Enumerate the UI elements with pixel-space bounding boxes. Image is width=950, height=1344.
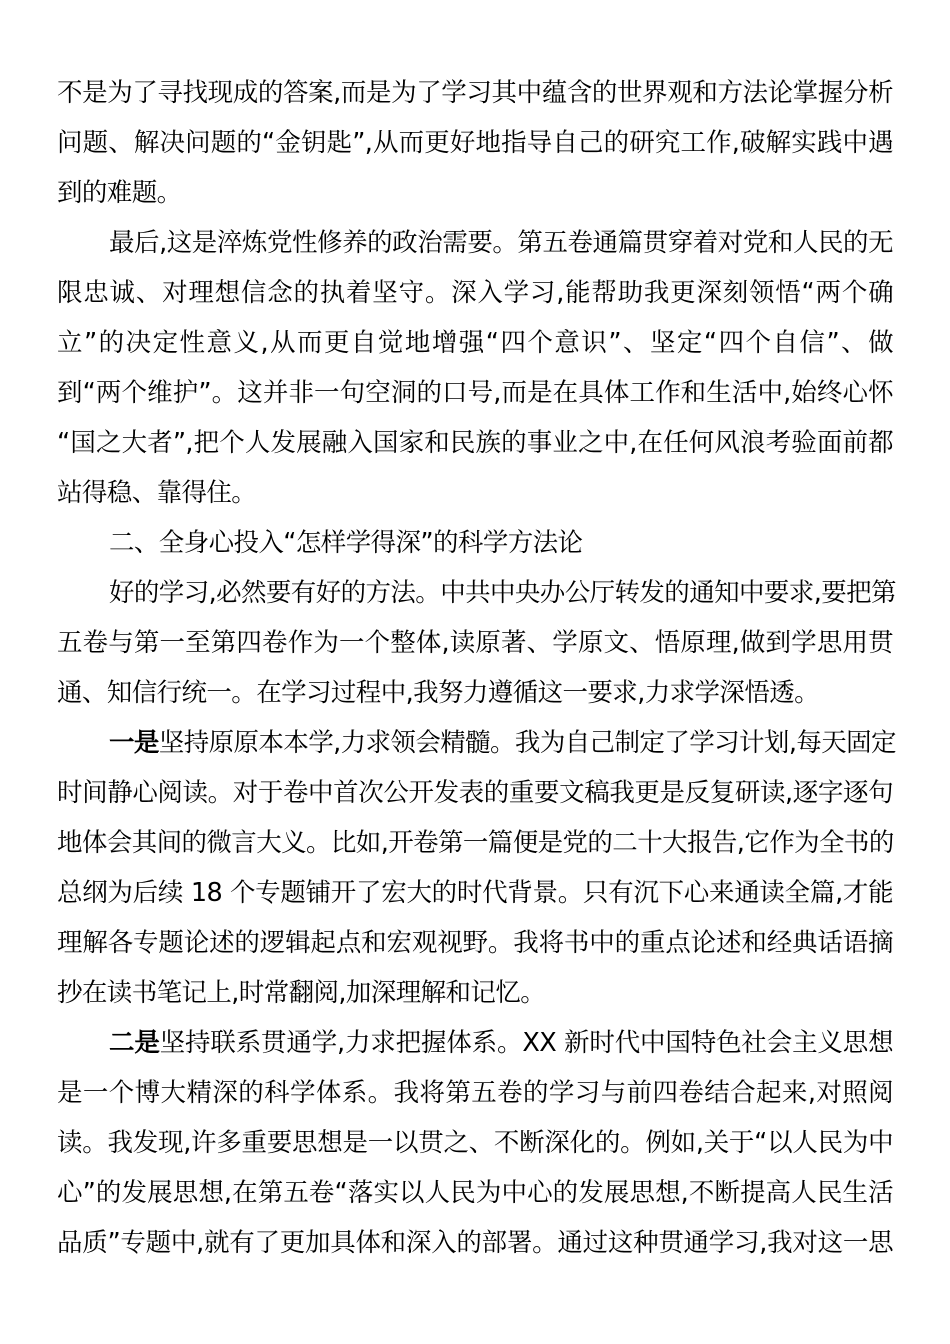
heading-text: 二、全身心投入“怎样学得深”的科学方法论 — [109, 528, 583, 558]
bold-lead: 二是 — [109, 1028, 160, 1058]
text-line: 限忠诚、对理想信念的执着坚守。深入学习,能帮助我更深刻领悟“两个确 — [57, 278, 893, 308]
text-line: 读。我发现,许多重要思想是一以贯之、不断深化的。例如,关于“以人民为中 — [57, 1128, 893, 1158]
text-line: 理解各专题论述的逻辑起点和宏观视野。我将书中的重点论述和经典话语摘 — [57, 928, 893, 958]
text-line: 抄在读书笔记上,时常翻阅,加深理解和记忆。 — [57, 978, 546, 1008]
text-line: “国之大者”,把个人发展融入国家和民族的事业之中,在任何风浪考验面前都 — [57, 428, 893, 458]
text-line: 站得稳、靠得住。 — [57, 478, 257, 508]
text-line: 问题、解决问题的“金钥匙”,从而更好地指导自己的研究工作,破解实践中遇 — [57, 128, 893, 158]
paragraph-political-need — [57, 218, 893, 518]
paragraph-continuation — [57, 68, 893, 218]
text-line: 最后,这是淬炼党性修养的政治需要。第五卷通篇贯穿着对党和人民的无 — [109, 228, 893, 258]
paragraph-point-one — [57, 718, 896, 1018]
text-run: 坚持原原本本学,力求领会精髓。我为自己制定了学习计划,每天固定 — [158, 728, 896, 758]
text-line: 立”的决定性意义,从而更自觉地增强“四个意识”、坚定“四个自信”、做 — [57, 328, 893, 358]
text-line: 不是为了寻找现成的答案,而是为了学习其中蕴含的世界观和方法论掌握分析 — [57, 78, 893, 108]
bold-lead: 一是 — [109, 728, 159, 758]
document-page — [57, 68, 896, 1268]
text-line: 通、知信行统一。在学习过程中,我努力遵循这一要求,力求学深悟透。 — [57, 678, 820, 708]
paragraph-methods — [57, 568, 896, 718]
text-line: 到“两个维护”。这并非一句空洞的口号,而是在具体工作和生活中,始终心怀 — [57, 378, 893, 408]
text-line — [57, 718, 896, 768]
text-line: 到的难题。 — [57, 178, 182, 208]
text-line: 时间静心阅读。对于卷中首次公开发表的重要文稿我更是反复研读,逐字逐句 — [57, 778, 893, 808]
text-run: 坚持联系贯通学,力求把握体系。XX 新时代中国特色社会主义思想 — [159, 1028, 893, 1058]
text-line: 心”的发展思想,在第五卷“落实以人民为中心的发展思想,不断提高人民生活 — [57, 1178, 893, 1208]
text-line: 地体会其间的微言大义。比如,开卷第一篇便是党的二十大报告,它作为全书的 — [57, 828, 894, 858]
section-heading — [57, 518, 893, 568]
text-line: 是一个博大精深的科学体系。我将第五卷的学习与前四卷结合起来,对照阅 — [57, 1078, 893, 1108]
text-line: 品质”专题中,就有了更加具体和深入的部署。通过这种贯通学习,我对这一思 — [57, 1228, 893, 1258]
text-line: 好的学习,必然要有好的方法。中共中央办公厅转发的通知中要求,要把第 — [109, 578, 896, 608]
text-line: 总纲为后续 18 个专题铺开了宏大的时代背景。只有沉下心来通读全篇,才能 — [57, 878, 893, 908]
text-line — [57, 1018, 893, 1068]
text-line: 五卷与第一至第四卷作为一个整体,读原著、学原文、悟原理,做到学思用贯 — [57, 628, 893, 658]
paragraph-point-two — [57, 1018, 893, 1268]
